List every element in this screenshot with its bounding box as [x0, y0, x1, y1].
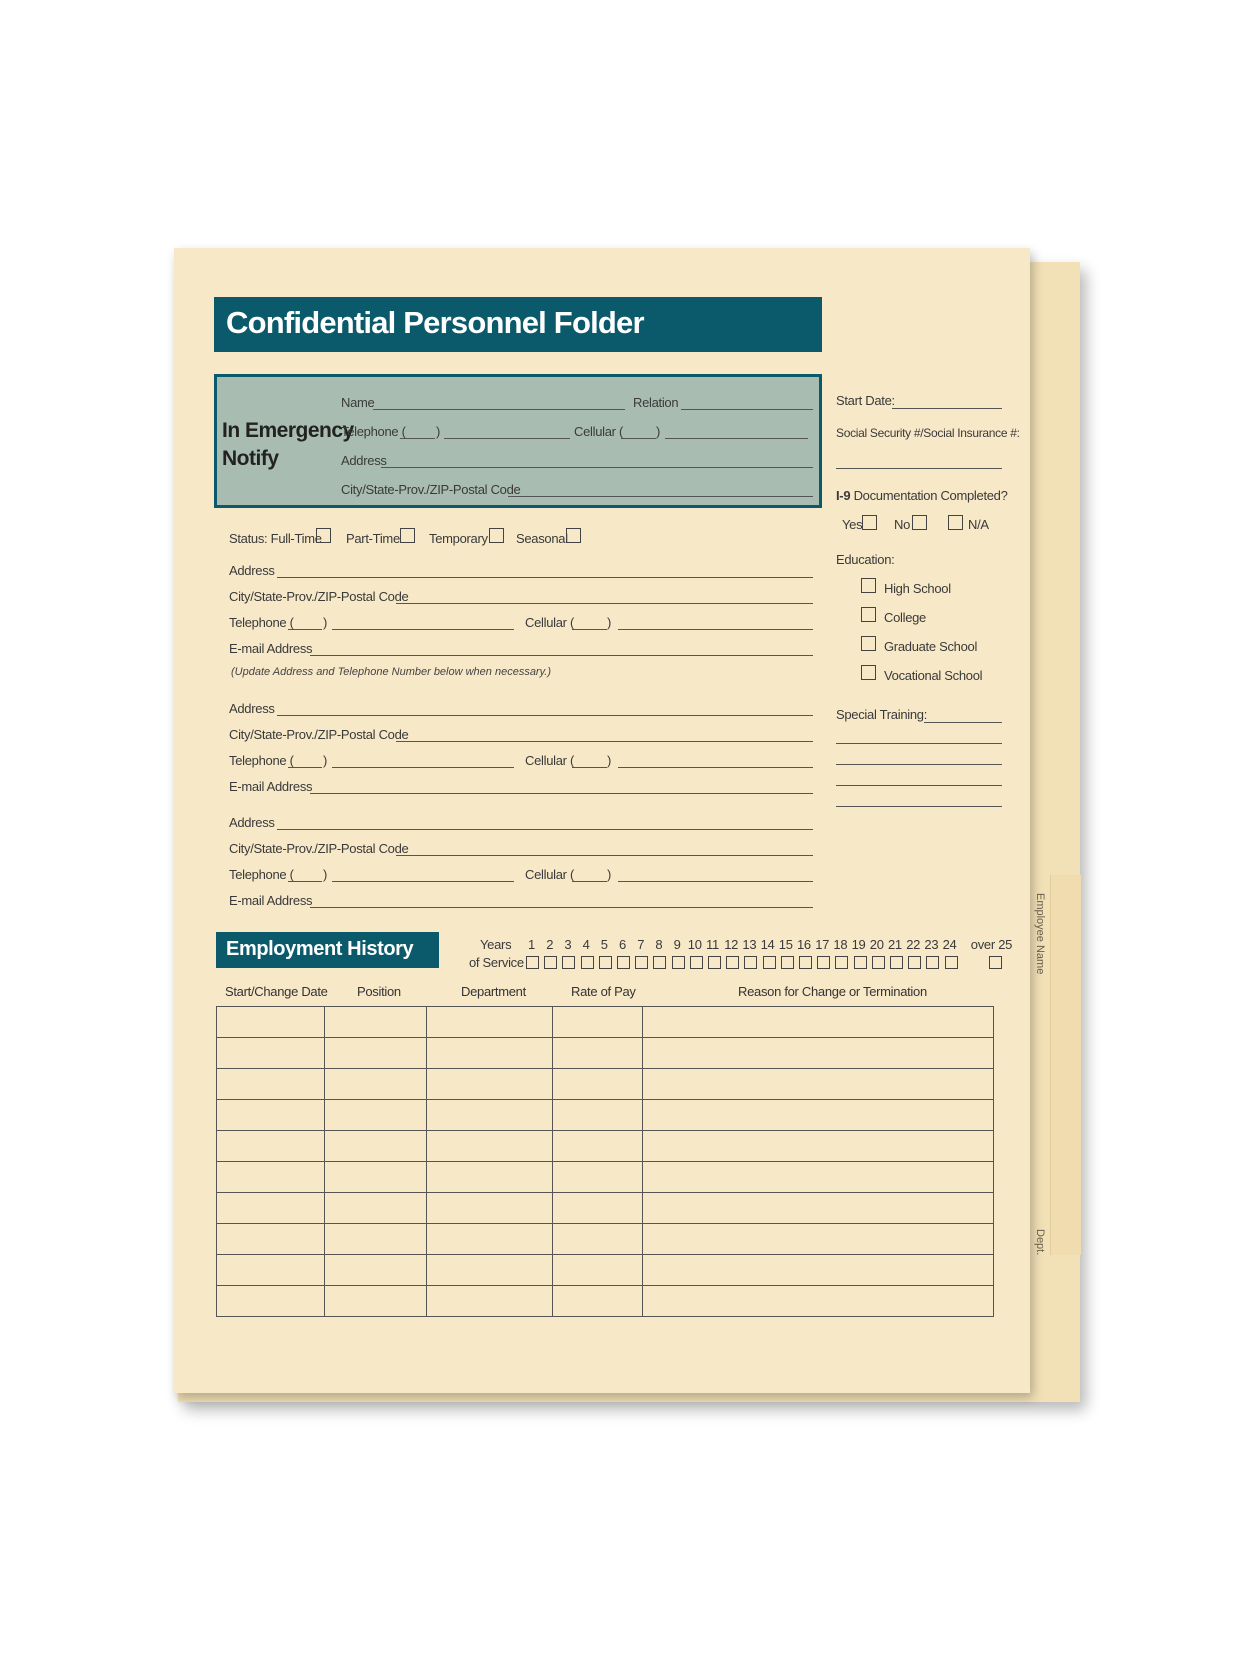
table-cell[interactable]: [643, 1038, 994, 1069]
year-label-15: 15: [778, 937, 793, 952]
telephone-close-3: ): [323, 867, 328, 882]
table-cell[interactable]: [643, 1193, 994, 1224]
table-cell[interactable]: [217, 1038, 325, 1069]
year-checkbox-21[interactable]: [890, 956, 903, 969]
table-cell[interactable]: [217, 1193, 325, 1224]
update-note: (Update Address and Telephone Number below when necessary.): [231, 666, 551, 678]
year-label-22: 22: [906, 937, 921, 952]
table-cell[interactable]: [217, 1131, 325, 1162]
telephone-close-2: ): [323, 753, 328, 768]
emergency-telephone-field[interactable]: [444, 438, 570, 439]
special-training-line-3[interactable]: [836, 764, 1002, 765]
cellular-area-3[interactable]: [572, 881, 607, 882]
telephone-close-1: ): [323, 615, 328, 630]
table-cell[interactable]: [324, 1224, 426, 1255]
year-checkbox-20[interactable]: [872, 956, 885, 969]
cellular-field-1[interactable]: [618, 629, 813, 630]
year-label-9: 9: [673, 937, 681, 952]
table-cell[interactable]: [552, 1038, 643, 1069]
email-field-2[interactable]: [310, 793, 813, 794]
year-checkbox-3[interactable]: [562, 956, 575, 969]
edu-college-checkbox[interactable]: [861, 607, 876, 622]
year-label-7: 7: [637, 937, 645, 952]
status-seasonal-label: Seasonal: [516, 531, 568, 546]
year-checkbox-17[interactable]: [817, 956, 830, 969]
special-training-line-2[interactable]: [836, 743, 1002, 744]
cellular-close-1: ): [607, 615, 612, 630]
edu-vocational-label: Vocational School: [884, 668, 983, 683]
year-checkbox-4[interactable]: [581, 956, 594, 969]
table-cell[interactable]: [426, 1286, 552, 1317]
special-training-field[interactable]: [924, 722, 1002, 723]
emergency-name-label: Name: [341, 395, 375, 410]
years-label-line2: of Service: [469, 955, 524, 970]
table-cell[interactable]: [324, 1255, 426, 1286]
year-label-4: 4: [582, 937, 590, 952]
cellular-field-2[interactable]: [618, 767, 813, 768]
table-cell[interactable]: [324, 1069, 426, 1100]
table-cell[interactable]: [217, 1255, 325, 1286]
table-cell[interactable]: [552, 1193, 643, 1224]
i9-na-checkbox[interactable]: [948, 515, 963, 530]
edu-graduate-label: Graduate School: [884, 639, 978, 654]
address-label-2: Address: [229, 701, 275, 716]
i9-na-label: N/A: [968, 517, 989, 532]
table-cell[interactable]: [426, 1193, 552, 1224]
cellular-field-3[interactable]: [618, 881, 813, 882]
col-start-date: Start/Change Date: [225, 984, 328, 999]
year-label-11: 11: [706, 937, 719, 952]
status-temporary-label: Temporary: [429, 531, 488, 546]
cellular-close-2: ): [607, 753, 612, 768]
status-label: Status: Full-Time: [229, 531, 322, 546]
table-cell[interactable]: [643, 1131, 994, 1162]
year-checkbox-12[interactable]: [726, 956, 739, 969]
table-row: [217, 1131, 994, 1162]
address-label-1: Address: [229, 563, 275, 578]
edu-graduate-checkbox[interactable]: [861, 636, 876, 651]
address-field-3[interactable]: [277, 829, 813, 830]
status-parttime-checkbox[interactable]: [400, 528, 415, 543]
telephone-field-3[interactable]: [332, 881, 514, 882]
emergency-cellular-close: ): [656, 424, 661, 439]
table-cell[interactable]: [552, 1224, 643, 1255]
table-cell[interactable]: [324, 1007, 426, 1038]
year-label-3: 3: [564, 937, 572, 952]
telephone-area-1[interactable]: [288, 629, 322, 630]
table-cell[interactable]: [217, 1069, 325, 1100]
cellular-area-1[interactable]: [572, 629, 607, 630]
telephone-label-2: Telephone (: [229, 753, 294, 768]
table-cell[interactable]: [324, 1193, 426, 1224]
table-row: [217, 1162, 994, 1193]
table-cell[interactable]: [643, 1286, 994, 1317]
table-cell[interactable]: [552, 1007, 643, 1038]
table-cell[interactable]: [552, 1162, 643, 1193]
table-cell[interactable]: [643, 1224, 994, 1255]
table-cell[interactable]: [552, 1069, 643, 1100]
telephone-area-2[interactable]: [288, 767, 322, 768]
year-label-10: 10: [687, 937, 702, 952]
year-checkbox-15[interactable]: [781, 956, 794, 969]
year-checkbox-22[interactable]: [908, 956, 921, 969]
table-row: [217, 1100, 994, 1131]
table-row: [217, 1069, 994, 1100]
table-cell[interactable]: [426, 1100, 552, 1131]
emergency-address-field[interactable]: [381, 467, 813, 468]
address-field-2[interactable]: [277, 715, 813, 716]
telephone-area-3[interactable]: [288, 881, 322, 882]
status-seasonal-checkbox[interactable]: [566, 528, 581, 543]
emergency-address-label: Address: [341, 453, 387, 468]
cellular-area-2[interactable]: [572, 767, 607, 768]
year-label-17: 17: [815, 937, 830, 952]
year-checkbox-1[interactable]: [526, 956, 539, 969]
year-label-12: 12: [724, 937, 739, 952]
table-cell[interactable]: [324, 1038, 426, 1069]
table-cell[interactable]: [426, 1069, 552, 1100]
special-training-line-5[interactable]: [836, 806, 1002, 807]
email-field-1[interactable]: [310, 655, 813, 656]
table-cell[interactable]: [324, 1100, 426, 1131]
address-field-1[interactable]: [277, 577, 813, 578]
year-label-13: 13: [742, 937, 757, 952]
table-cell[interactable]: [426, 1007, 552, 1038]
i9-label: [836, 488, 1008, 503]
year-label-6: 6: [619, 937, 626, 952]
table-cell[interactable]: [217, 1100, 325, 1131]
year-label-5: 5: [600, 937, 608, 952]
email-label-3: E-mail Address: [229, 893, 313, 908]
col-reason: Reason for Change or Termination: [738, 984, 927, 999]
cellular-label-3: Cellular (: [525, 867, 575, 882]
year-label-8: 8: [655, 937, 663, 952]
table-cell[interactable]: [217, 1162, 325, 1193]
table-cell[interactable]: [552, 1286, 643, 1317]
status-parttime-label: Part-Time: [346, 531, 400, 546]
year-checkbox-8[interactable]: [653, 956, 666, 969]
emergency-heading-line2: Notify: [222, 447, 279, 470]
year-label-2: 2: [546, 937, 554, 952]
table-cell[interactable]: [643, 1162, 994, 1193]
status-temporary-checkbox[interactable]: [489, 528, 504, 543]
cellular-label-2: Cellular (: [525, 753, 575, 768]
table-row: [217, 1007, 994, 1038]
start-date-label: Start Date:: [836, 393, 895, 408]
education-label: Education:: [836, 552, 895, 567]
i9-yes-checkbox[interactable]: [862, 515, 877, 530]
year-checkbox-2[interactable]: [544, 956, 557, 969]
edu-college-label: College: [884, 610, 926, 625]
table-cell[interactable]: [324, 1286, 426, 1317]
year-checkbox-25[interactable]: [989, 956, 1002, 969]
emergency-cellular-label: Cellular (: [574, 424, 624, 439]
table-cell[interactable]: [426, 1224, 552, 1255]
cellular-label-1: Cellular (: [525, 615, 575, 630]
i9-label-rest: Documentation Completed?: [853, 488, 1008, 503]
emergency-cellular-area[interactable]: [621, 438, 656, 439]
year-label-16: 16: [797, 937, 811, 952]
year-checkbox-9[interactable]: [672, 956, 685, 969]
emergency-name-field[interactable]: [373, 409, 625, 410]
city-label-2: City/State-Prov./ZIP-Postal Code: [229, 727, 409, 742]
table-cell[interactable]: [217, 1224, 325, 1255]
table-cell[interactable]: [552, 1255, 643, 1286]
i9-label-bold: I-9: [836, 488, 851, 503]
table-cell[interactable]: [217, 1286, 325, 1317]
table-row: [217, 1286, 994, 1317]
table-row: [217, 1224, 994, 1255]
table-cell[interactable]: [643, 1100, 994, 1131]
table-row: [217, 1255, 994, 1286]
year-checkbox-23[interactable]: [926, 956, 939, 969]
table-cell[interactable]: [552, 1131, 643, 1162]
emergency-relation-field[interactable]: [681, 409, 813, 410]
i9-no-checkbox[interactable]: [912, 515, 927, 530]
year-checkbox-19[interactable]: [854, 956, 867, 969]
year-label-25: over 25: [970, 937, 1013, 952]
telephone-field-2[interactable]: [332, 767, 514, 768]
table-cell[interactable]: [324, 1131, 426, 1162]
emergency-telephone-label: Telephone (: [341, 424, 406, 439]
year-label-14: 14: [760, 937, 775, 952]
col-rate-of-pay: Rate of Pay: [571, 984, 636, 999]
address-label-3: Address: [229, 815, 275, 830]
years-label-line1: Years: [480, 937, 512, 952]
year-checkbox-11[interactable]: [708, 956, 721, 969]
year-label-24: 24: [942, 937, 957, 952]
folder-side-tab: [1050, 875, 1081, 1255]
emergency-city-field[interactable]: [508, 496, 813, 497]
year-checkbox-24[interactable]: [945, 956, 958, 969]
table-cell[interactable]: [552, 1100, 643, 1131]
year-checkbox-5[interactable]: [599, 956, 612, 969]
telephone-label-1: Telephone (: [229, 615, 294, 630]
col-department: Department: [461, 984, 526, 999]
year-checkbox-7[interactable]: [635, 956, 648, 969]
city-label-3: City/State-Prov./ZIP-Postal Code: [229, 841, 409, 856]
emergency-telephone-area[interactable]: [400, 438, 435, 439]
edu-highschool-label: High School: [884, 581, 951, 596]
table-cell[interactable]: [643, 1255, 994, 1286]
year-label-1: 1: [528, 937, 535, 952]
table-cell[interactable]: [426, 1038, 552, 1069]
ssn-label: Social Security #/Social Insurance #:: [836, 426, 1020, 440]
email-label-1: E-mail Address: [229, 641, 313, 656]
city-field-2[interactable]: [396, 741, 813, 742]
table-row: [217, 1193, 994, 1224]
cellular-close-3: ): [607, 867, 612, 882]
employment-history-table: [216, 1006, 994, 1317]
telephone-field-1[interactable]: [332, 629, 514, 630]
edu-highschool-checkbox[interactable]: [861, 578, 876, 593]
edu-vocational-checkbox[interactable]: [861, 665, 876, 680]
emergency-relation-label: Relation: [633, 395, 679, 410]
city-label-1: City/State-Prov./ZIP-Postal Code: [229, 589, 409, 604]
city-field-3[interactable]: [396, 855, 813, 856]
email-field-3[interactable]: [310, 907, 813, 908]
table-cell[interactable]: [426, 1162, 552, 1193]
year-checkbox-10[interactable]: [690, 956, 703, 969]
table-cell[interactable]: [426, 1131, 552, 1162]
ssn-field[interactable]: [836, 468, 1002, 469]
tab-employee-name: Employee Name: [1034, 893, 1046, 975]
title-banner: [214, 297, 822, 352]
year-checkbox-14[interactable]: [763, 956, 776, 969]
emergency-cellular-field[interactable]: [665, 438, 808, 439]
page-title: Confidential Personnel Folder: [226, 305, 644, 340]
year-checkbox-6[interactable]: [617, 956, 630, 969]
year-label-20: 20: [869, 937, 884, 952]
emergency-heading: [222, 417, 354, 473]
special-training-line-4[interactable]: [836, 785, 1002, 786]
table-cell[interactable]: [217, 1007, 325, 1038]
tab-dept: Dept.: [1034, 1229, 1046, 1256]
table-cell[interactable]: [643, 1007, 994, 1038]
special-training-label: Special Training:: [836, 707, 928, 722]
email-label-2: E-mail Address: [229, 779, 313, 794]
year-label-18: 18: [833, 937, 848, 952]
table-row: [217, 1038, 994, 1069]
year-checkbox-13[interactable]: [744, 956, 757, 969]
col-position: Position: [357, 984, 401, 999]
employment-history-banner: [216, 932, 439, 968]
year-label-21: 21: [888, 937, 902, 952]
year-checkbox-18[interactable]: [835, 956, 848, 969]
i9-no-label: No: [894, 517, 911, 532]
employment-history-title: Employment History: [226, 938, 414, 960]
telephone-label-3: Telephone (: [229, 867, 294, 882]
table-cell[interactable]: [426, 1255, 552, 1286]
table-cell[interactable]: [324, 1162, 426, 1193]
city-field-1[interactable]: [396, 603, 813, 604]
i9-yes-label: Yes: [842, 517, 863, 532]
emergency-city-label: City/State-Prov./ZIP-Postal Code: [341, 482, 521, 497]
emergency-heading-line1: In Emergency: [222, 419, 354, 442]
status-fulltime-checkbox[interactable]: [316, 528, 331, 543]
year-label-19: 19: [851, 937, 866, 952]
start-date-field[interactable]: [892, 408, 1002, 409]
year-label-23: 23: [924, 937, 939, 952]
emergency-telephone-close: ): [436, 424, 441, 439]
table-cell[interactable]: [643, 1069, 994, 1100]
year-checkbox-16[interactable]: [799, 956, 812, 969]
